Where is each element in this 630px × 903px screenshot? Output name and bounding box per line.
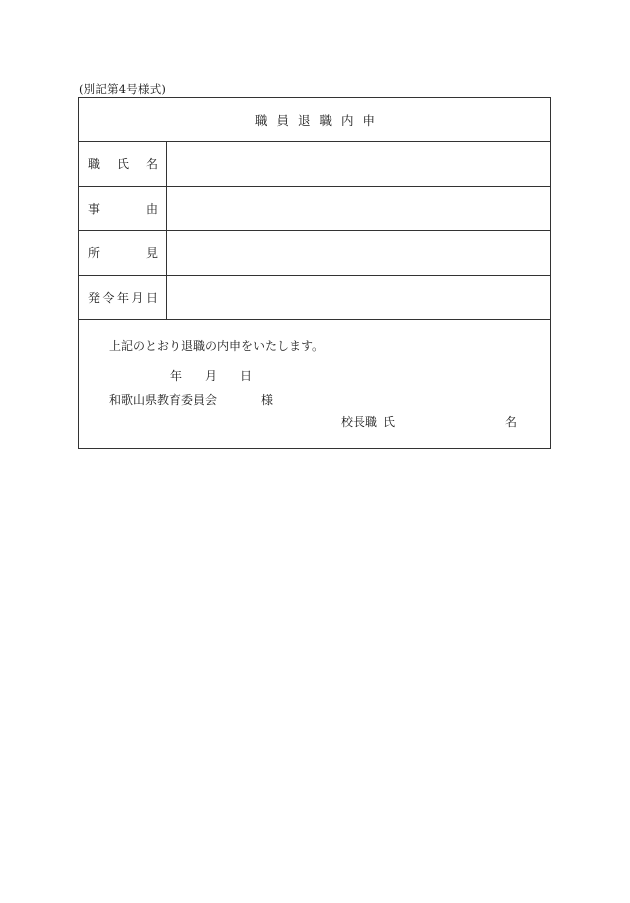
row-opinion [79, 231, 550, 276]
issue-date-field[interactable] [167, 276, 550, 320]
job-name-field[interactable] [167, 142, 550, 186]
title-char: 員 [276, 112, 298, 128]
date-month: 月 [205, 369, 218, 383]
label-char: 事 [88, 201, 101, 216]
form-table [78, 97, 551, 449]
label-char: 月 [131, 290, 144, 305]
row-issue-date [79, 276, 550, 321]
row-reason [79, 187, 550, 232]
opinion-field[interactable] [167, 231, 550, 275]
label-char: 氏 [116, 157, 129, 172]
honorific: 様 [261, 393, 274, 407]
title-char: 内 [341, 112, 363, 128]
label-char: 職 [88, 157, 101, 172]
date-day: 日 [240, 369, 253, 383]
form-label: (別記第4号様式) [79, 82, 167, 96]
title-char: 退 [297, 112, 320, 128]
label-char: 由 [145, 201, 158, 216]
statement-text: 上記のとおり退職の内申をいたします。 [109, 339, 325, 353]
title-char: 職 [319, 112, 342, 128]
label-char: 名 [145, 157, 158, 172]
principal-title: 校長職 [341, 415, 378, 429]
label-char: 日 [145, 290, 158, 305]
row-label-opinion [79, 231, 167, 275]
row-label-reason [79, 187, 167, 231]
date-year: 年 [170, 369, 183, 383]
label-char: 見 [145, 246, 158, 261]
label-char: 発 [88, 290, 101, 305]
principal-signature [341, 413, 395, 430]
declaration-section [79, 320, 550, 450]
row-label-issue-date [79, 276, 167, 320]
title-char: 申 [362, 112, 385, 128]
label-char: 所 [88, 246, 101, 261]
reason-field[interactable] [167, 187, 550, 231]
name-suffix: 名 [505, 415, 518, 429]
label-char: 年 [116, 290, 129, 305]
document-title [79, 98, 550, 142]
addressee: 和歌山県教育委員会 [109, 393, 218, 407]
title-char: 職 [254, 112, 277, 128]
label-char: 令 [102, 290, 115, 305]
principal-name-label: 氏 [383, 415, 396, 429]
row-job-name [79, 142, 550, 187]
row-label-job-name [79, 142, 167, 186]
